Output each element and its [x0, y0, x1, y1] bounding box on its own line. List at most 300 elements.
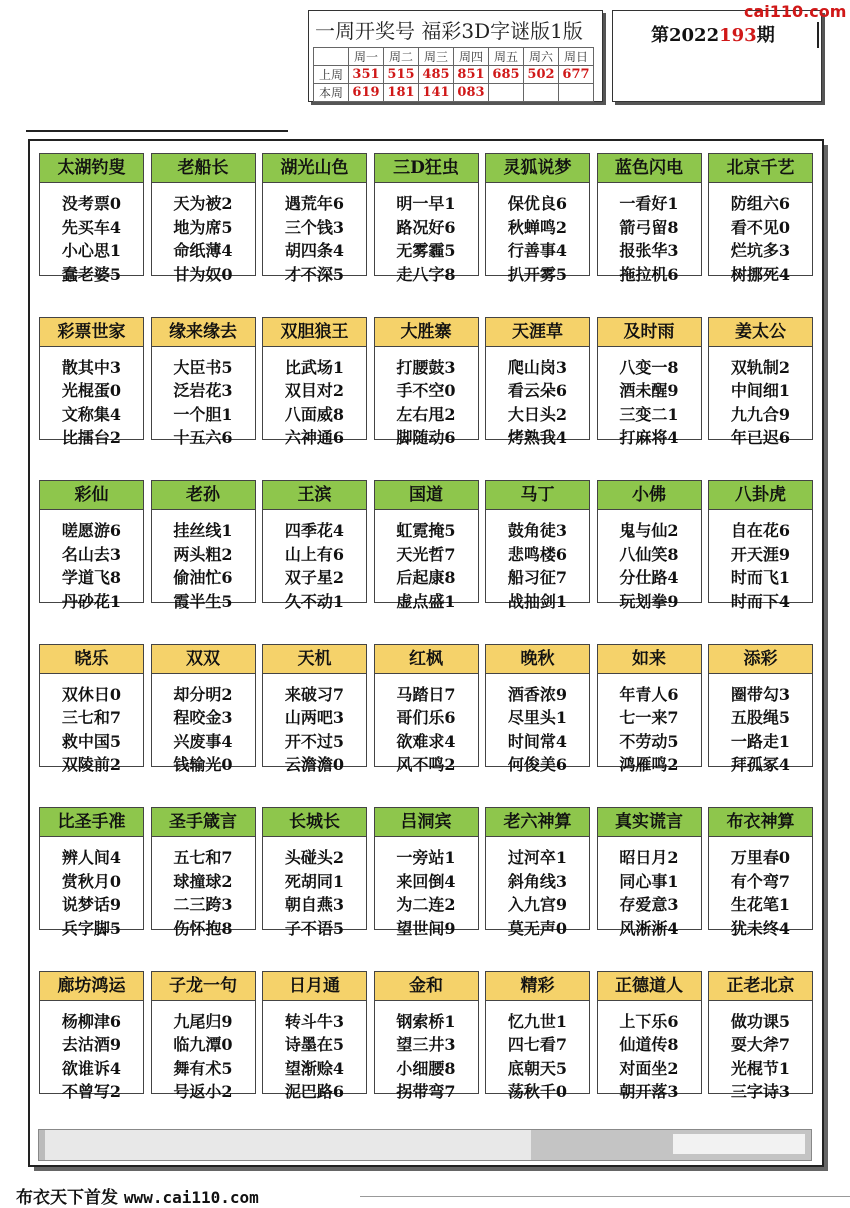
- riddle-card-body: [486, 347, 589, 450]
- riddle-card-body: [709, 674, 812, 777]
- riddle-line: 有个弯7: [730, 871, 791, 891]
- riddle-line: 荡秋千0: [507, 1082, 568, 1101]
- riddle-card-body: [152, 347, 255, 450]
- draw-results-table: [313, 47, 594, 102]
- riddle-card-title: 缘来缘去: [152, 318, 255, 347]
- riddle-card-body: [375, 674, 478, 777]
- riddle-line: 八面威8: [284, 404, 345, 424]
- riddle-line: 十五六6: [173, 428, 233, 447]
- riddle-line: 明一早1: [396, 194, 456, 213]
- riddle-line: 五股绳5: [730, 708, 791, 727]
- riddle-card: [262, 971, 367, 1101]
- riddle-line: 马踏日7: [396, 684, 456, 704]
- riddle-card-title: 晚秋: [486, 645, 589, 674]
- draw-number: 685: [489, 66, 524, 84]
- riddle-card-body: [152, 510, 255, 613]
- draw-number: 181: [384, 84, 419, 102]
- riddle-card: [39, 317, 144, 447]
- riddle-card-title: 北京千艺: [709, 154, 812, 183]
- draw-number: [489, 84, 524, 102]
- riddle-line: 自在花6: [730, 521, 791, 540]
- riddle-card-title: 长城长: [263, 808, 366, 837]
- riddle-line: 号返小2: [173, 1082, 233, 1101]
- riddle-card: [151, 644, 256, 774]
- riddle-line: 八仙笑8: [619, 544, 679, 564]
- riddle-line: 钱输光0: [173, 755, 233, 774]
- riddle-card-body: [263, 674, 366, 777]
- riddle-card-body: [263, 837, 366, 940]
- riddle-line: 比武场1: [284, 357, 345, 377]
- riddle-line: 做功课5: [730, 1011, 791, 1031]
- riddle-card-title: 廊坊鸿运: [40, 972, 143, 1001]
- riddle-card-body: [598, 1001, 701, 1104]
- riddle-line: 船习征7: [507, 568, 568, 587]
- riddle-line: 开天涯9: [730, 544, 791, 564]
- riddle-line: 时而飞1: [730, 568, 791, 587]
- riddle-card: [485, 644, 590, 774]
- riddle-card-body: [375, 347, 478, 450]
- riddle-line: 底朝天5: [507, 1058, 568, 1078]
- riddle-card-body: [40, 183, 143, 286]
- riddle-line: 嗟愿游6: [61, 521, 122, 540]
- riddle-line: 杨柳津6: [61, 1011, 122, 1031]
- riddle-card-title: 湖光山色: [263, 154, 366, 183]
- draw-number: 485: [419, 66, 454, 84]
- riddle-line: 辨人间4: [61, 848, 122, 867]
- riddle-line: 先买车4: [61, 217, 122, 237]
- riddle-card: [262, 153, 367, 284]
- riddle-line: 钢索桥1: [396, 1011, 456, 1031]
- riddle-card-title: 大胜寨: [375, 318, 478, 347]
- riddle-line: 双陵前2: [61, 755, 122, 774]
- riddle-line: 却分明2: [173, 684, 233, 704]
- riddle-line: 头碰头2: [284, 848, 345, 867]
- riddle-line: 斜角线3: [507, 871, 568, 891]
- riddle-card: [485, 153, 590, 284]
- riddle-line: 丹砂花1: [61, 591, 122, 611]
- riddle-line: 酒未醒9: [619, 381, 679, 400]
- riddle-line: 比擂台2: [61, 428, 122, 447]
- riddle-line: 看不见0: [730, 217, 791, 237]
- riddle-line: 风淅淅4: [619, 918, 679, 938]
- riddle-line: 扒开雾5: [507, 264, 568, 284]
- riddle-line: 保优良6: [507, 194, 568, 213]
- riddle-line: 不劳动5: [619, 731, 679, 751]
- riddle-card-title: 王滨: [263, 481, 366, 510]
- draw-number: 351: [349, 66, 384, 84]
- row-label: 本周: [314, 84, 349, 102]
- riddle-card-body: [263, 183, 366, 286]
- riddle-card: [262, 644, 367, 774]
- riddle-line: 双子星2: [284, 568, 345, 587]
- riddle-card: [39, 480, 144, 611]
- weekday: 周一: [349, 48, 384, 66]
- riddle-card-body: [375, 1001, 478, 1104]
- riddle-line: 临九潭0: [173, 1035, 233, 1054]
- riddle-line: 三变二1: [619, 404, 679, 424]
- riddle-card: [485, 317, 590, 447]
- riddle-line: 朝开落3: [619, 1082, 679, 1101]
- riddle-line: 过河卒1: [507, 848, 568, 867]
- riddle-line: 玩划拳9: [619, 591, 679, 611]
- riddle-card-title: 天机: [263, 645, 366, 674]
- riddle-card-body: [598, 837, 701, 940]
- riddle-line: 兴废事4: [173, 731, 233, 751]
- riddle-card: [597, 480, 702, 611]
- riddle-card-title: 金和: [375, 972, 478, 1001]
- riddle-line: 拐带弯7: [396, 1082, 456, 1101]
- weekday: 周三: [419, 48, 454, 66]
- riddle-card: [39, 971, 144, 1101]
- riddle-line: 天光哲7: [396, 544, 456, 564]
- footer-text: 布衣天下首发: [16, 1188, 118, 1208]
- riddle-card-title: 正德道人: [598, 972, 701, 1001]
- riddle-line: 死胡同1: [284, 871, 345, 891]
- weekday: 周五: [489, 48, 524, 66]
- riddle-line: 兵字脚5: [61, 918, 122, 938]
- riddle-line: 胡四条4: [284, 241, 345, 260]
- riddle-line: 三七和7: [61, 708, 122, 727]
- riddle-card-title: 彩仙: [40, 481, 143, 510]
- riddle-line: 六神通6: [284, 428, 345, 447]
- riddle-line: 年青人6: [619, 684, 679, 704]
- riddle-line: 风不鸣2: [396, 755, 456, 774]
- riddle-line: 对面坐2: [619, 1058, 679, 1078]
- riddle-card: [374, 971, 479, 1101]
- riddle-line: 望三井3: [396, 1035, 456, 1054]
- riddle-line: 来破习7: [284, 684, 345, 704]
- riddle-line: 鸿雁鸣2: [619, 755, 679, 774]
- riddle-line: 左右甩2: [396, 404, 456, 424]
- riddle-line: 程咬金3: [173, 708, 233, 727]
- riddle-card-title: 正老北京: [709, 972, 812, 1001]
- riddle-card-title: 蓝色闪电: [598, 154, 701, 183]
- riddle-line: 说梦话9: [61, 895, 122, 914]
- riddle-line: 烂坑多3: [730, 241, 791, 260]
- riddle-card-body: [40, 674, 143, 777]
- riddle-card-body: [40, 837, 143, 940]
- riddle-line: 行善事4: [507, 241, 568, 260]
- issue-number: 第2022193期: [651, 25, 775, 46]
- riddle-line: 双轨制2: [730, 357, 791, 377]
- riddle-card: [597, 971, 702, 1101]
- riddle-line: 拜孤冢4: [730, 755, 791, 774]
- riddle-line: 偷油忙6: [173, 568, 233, 587]
- riddle-line: 报张华3: [619, 241, 679, 260]
- riddle-line: 朝自燕3: [284, 895, 345, 914]
- riddle-card-body: [598, 674, 701, 777]
- riddle-line: 诗墨在5: [284, 1035, 345, 1054]
- riddle-line: 一旁站1: [396, 848, 456, 867]
- weekday: 周二: [384, 48, 419, 66]
- riddle-card: [708, 644, 813, 774]
- riddle-card-title: 八卦虎: [709, 481, 812, 510]
- riddle-line: 天为被2: [173, 194, 233, 213]
- last-week-row: [314, 66, 594, 84]
- riddle-card-body: [709, 183, 812, 286]
- riddle-line: 欲难求4: [396, 731, 456, 751]
- riddle-card-title: 老船长: [152, 154, 255, 183]
- riddle-card-body: [263, 510, 366, 613]
- riddle-card: [708, 807, 813, 938]
- riddle-card: [374, 153, 479, 284]
- riddle-card-title: 老孙: [152, 481, 255, 510]
- riddle-line: 转斗牛3: [284, 1011, 345, 1031]
- riddle-card: [485, 480, 590, 611]
- draw-number: [524, 84, 559, 102]
- riddle-card-body: [375, 183, 478, 286]
- riddle-card: [262, 807, 367, 938]
- riddle-line: 手不空0: [396, 381, 456, 400]
- riddle-card-body: [40, 510, 143, 613]
- riddle-card: [597, 644, 702, 774]
- riddle-card-title: 如来: [598, 645, 701, 674]
- riddle-line: 大日头2: [507, 404, 568, 424]
- riddle-card: [597, 807, 702, 938]
- riddle-card-title: 灵狐说梦: [486, 154, 589, 183]
- riddle-line: 二三跨3: [173, 895, 233, 914]
- riddle-line: 五七和7: [173, 848, 233, 867]
- riddle-card: [39, 153, 144, 284]
- riddle-line: 文称集4: [61, 404, 122, 424]
- riddle-card: [708, 153, 813, 284]
- riddle-line: 战抽剑1: [507, 591, 568, 611]
- riddle-line: 名山去3: [61, 544, 122, 564]
- riddle-line: 打腰鼓3: [396, 357, 456, 377]
- riddle-line: 命纸薄4: [173, 241, 233, 260]
- riddle-card-body: [709, 837, 812, 940]
- riddle-card: [708, 317, 813, 447]
- riddle-line: 舞有术5: [173, 1058, 233, 1078]
- riddle-line: 双休日0: [61, 684, 122, 704]
- weekday: 周日: [559, 48, 594, 66]
- riddle-line: 打麻将4: [619, 428, 679, 447]
- riddle-card-body: [709, 347, 812, 450]
- riddle-card-body: [709, 1001, 812, 1104]
- riddle-line: 伤怀抱8: [173, 918, 233, 938]
- riddle-line: 三字诗3: [730, 1082, 791, 1101]
- riddle-line: 悲鸣楼6: [507, 544, 568, 564]
- riddle-line: 山上有6: [284, 544, 345, 564]
- divider: [817, 22, 819, 48]
- riddle-line: 何俊美6: [507, 755, 568, 774]
- riddle-line: 球撞球2: [173, 871, 233, 891]
- riddle-line: 散其中3: [61, 357, 122, 377]
- riddle-card: [374, 480, 479, 611]
- this-week-row: [314, 84, 594, 102]
- riddle-card-body: [152, 183, 255, 286]
- riddle-line: 时而下4: [730, 591, 791, 611]
- draw-number: 515: [384, 66, 419, 84]
- riddle-card-body: [152, 837, 255, 940]
- riddle-line: 分仕路4: [619, 568, 679, 587]
- riddle-line: 双目对2: [284, 381, 345, 400]
- riddle-line: 学道飞8: [61, 568, 122, 587]
- draw-number: [559, 84, 594, 102]
- riddle-card-body: [486, 1001, 589, 1104]
- divider: [26, 130, 288, 132]
- riddle-line: 入九宫9: [507, 895, 568, 914]
- riddle-line: 忆九世1: [507, 1011, 568, 1031]
- riddle-card-title: 天涯草: [486, 318, 589, 347]
- riddle-card-body: [598, 510, 701, 613]
- riddle-card-body: [40, 347, 143, 450]
- riddle-line: 遇荒年6: [284, 194, 345, 213]
- riddle-card-title: 红枫: [375, 645, 478, 674]
- riddle-line: 同心事1: [619, 871, 679, 891]
- riddle-card-body: [598, 347, 701, 450]
- riddle-card-body: [40, 1001, 143, 1104]
- riddle-line: 欲谁诉4: [61, 1058, 122, 1078]
- riddle-card-title: 吕洞宾: [375, 808, 478, 837]
- riddle-line: 树挪死4: [730, 264, 791, 284]
- riddle-line: 七一来7: [619, 708, 679, 727]
- riddle-card-title: 圣手箴言: [152, 808, 255, 837]
- footer-url[interactable]: www.cai110.com: [123, 1188, 259, 1207]
- riddle-card-title: 比圣手准: [40, 808, 143, 837]
- riddle-line: 地为席5: [173, 217, 233, 237]
- riddle-card: [374, 317, 479, 447]
- riddle-card: [485, 971, 590, 1101]
- draw-number: 619: [349, 84, 384, 102]
- riddle-line: 挂丝线1: [173, 521, 233, 540]
- footer: [16, 1183, 259, 1208]
- riddle-card-title: 及时雨: [598, 318, 701, 347]
- riddle-card-body: [486, 510, 589, 613]
- riddle-card-body: [152, 674, 255, 777]
- draw-number: 141: [419, 84, 454, 102]
- riddle-card-body: [486, 183, 589, 286]
- riddle-line: 拖拉机6: [619, 264, 679, 284]
- riddle-line: 小细腰8: [396, 1058, 456, 1078]
- riddle-line: 云澹澹0: [284, 755, 345, 774]
- riddle-card-title: 马丁: [486, 481, 589, 510]
- riddle-line: 耍大斧7: [730, 1035, 791, 1054]
- riddle-card-title: 日月通: [263, 972, 366, 1001]
- riddle-line: 八变一8: [619, 357, 679, 377]
- site-watermark: cai110.com: [744, 2, 847, 21]
- riddle-line: 脚随动6: [396, 428, 456, 447]
- issue-panel: [612, 10, 822, 102]
- riddle-line: 来回倒4: [396, 871, 456, 891]
- riddle-card: [597, 317, 702, 447]
- riddle-line: 箭弓留8: [619, 217, 679, 237]
- riddle-card-body: [598, 183, 701, 286]
- riddle-card-body: [709, 510, 812, 613]
- riddle-card: [597, 153, 702, 284]
- riddle-line: 上下乐6: [619, 1011, 679, 1031]
- riddle-line: 没考票0: [61, 194, 122, 213]
- riddle-card-title: 三D狂虫: [375, 154, 478, 183]
- riddle-card-body: [486, 837, 589, 940]
- riddle-line: 四季花4: [284, 521, 345, 540]
- riddle-card-body: [263, 347, 366, 450]
- riddle-line: 四七看7: [507, 1035, 568, 1054]
- riddle-line: 九九合9: [730, 404, 791, 424]
- riddle-card: [708, 480, 813, 611]
- riddle-line: 后起康8: [396, 568, 456, 587]
- riddle-card: [39, 644, 144, 774]
- riddle-line: 酒香浓9: [507, 684, 568, 704]
- riddle-line: 存爱意3: [619, 895, 679, 914]
- riddle-card-title: 小佛: [598, 481, 701, 510]
- weekday-row: [314, 48, 594, 66]
- riddle-line: 防组六6: [730, 194, 791, 213]
- riddle-line: 一个胆1: [173, 404, 233, 424]
- riddle-card-title: 子龙一句: [152, 972, 255, 1001]
- row-label: 上周: [314, 66, 349, 84]
- riddle-line: 鬼与仙2: [619, 521, 679, 540]
- riddle-line: 仙道传8: [619, 1035, 679, 1054]
- riddle-line: 生花笔1: [730, 895, 791, 914]
- riddle-card-title: 精彩: [486, 972, 589, 1001]
- divider: [360, 1196, 850, 1197]
- riddle-card-title: 彩票世家: [40, 318, 143, 347]
- riddle-line: 圈带勾3: [730, 684, 791, 704]
- weekday: 周六: [524, 48, 559, 66]
- riddle-line: 望世间9: [396, 918, 456, 938]
- riddle-line: 看云朵6: [507, 381, 568, 400]
- riddle-card: [708, 971, 813, 1101]
- riddle-card: [485, 807, 590, 938]
- draw-number: 083: [454, 84, 489, 102]
- riddle-line: 救中国5: [61, 731, 122, 751]
- riddle-line: 才不深5: [284, 264, 345, 284]
- riddle-line: 一路走1: [730, 731, 791, 751]
- riddle-line: 小心思1: [61, 241, 122, 260]
- riddle-line: 爬山岗3: [507, 357, 568, 377]
- riddle-card: [151, 317, 256, 447]
- riddle-line: 三个钱3: [284, 217, 345, 237]
- riddle-card-title: 真实谎言: [598, 808, 701, 837]
- riddle-card: [151, 971, 256, 1101]
- riddle-line: 万里春0: [730, 848, 791, 867]
- riddle-line: 虚点盛1: [396, 591, 456, 611]
- riddle-line: 山两吧3: [284, 708, 345, 727]
- riddle-line: 莫无声0: [507, 918, 568, 938]
- riddle-line: 昭日月2: [619, 848, 679, 867]
- riddle-line: 中间细1: [730, 381, 791, 400]
- riddle-card: [374, 644, 479, 774]
- riddle-card-title: 姜太公: [709, 318, 812, 347]
- riddle-line: 尽里头1: [507, 708, 568, 727]
- riddle-card: [151, 480, 256, 611]
- riddle-card-body: [152, 1001, 255, 1104]
- riddle-line: 路况好6: [396, 217, 456, 237]
- riddle-line: 为二连2: [396, 895, 456, 914]
- riddle-card: [262, 317, 367, 447]
- draw-results-panel: [308, 10, 603, 102]
- riddle-card-body: [486, 674, 589, 777]
- draw-number: 677: [559, 66, 594, 84]
- riddle-line: 去沽酒9: [61, 1035, 122, 1054]
- riddle-line: 时间常4: [507, 731, 568, 751]
- weekday: 周四: [454, 48, 489, 66]
- riddle-card: [374, 807, 479, 938]
- riddle-line: 久不动1: [284, 591, 345, 611]
- riddle-card: [151, 807, 256, 938]
- riddle-line: 赏秋月0: [61, 871, 122, 891]
- riddle-line: 走八字8: [396, 264, 456, 284]
- riddle-line: 甘为奴0: [173, 264, 233, 284]
- riddle-line: 霞半生5: [173, 591, 233, 611]
- riddle-line: 开不过5: [284, 731, 345, 751]
- riddle-card-title: 布衣神算: [709, 808, 812, 837]
- riddle-line: 泥巴路6: [284, 1082, 345, 1101]
- riddle-card-body: [375, 837, 478, 940]
- riddle-card-title: 双双: [152, 645, 255, 674]
- riddle-card: [262, 480, 367, 611]
